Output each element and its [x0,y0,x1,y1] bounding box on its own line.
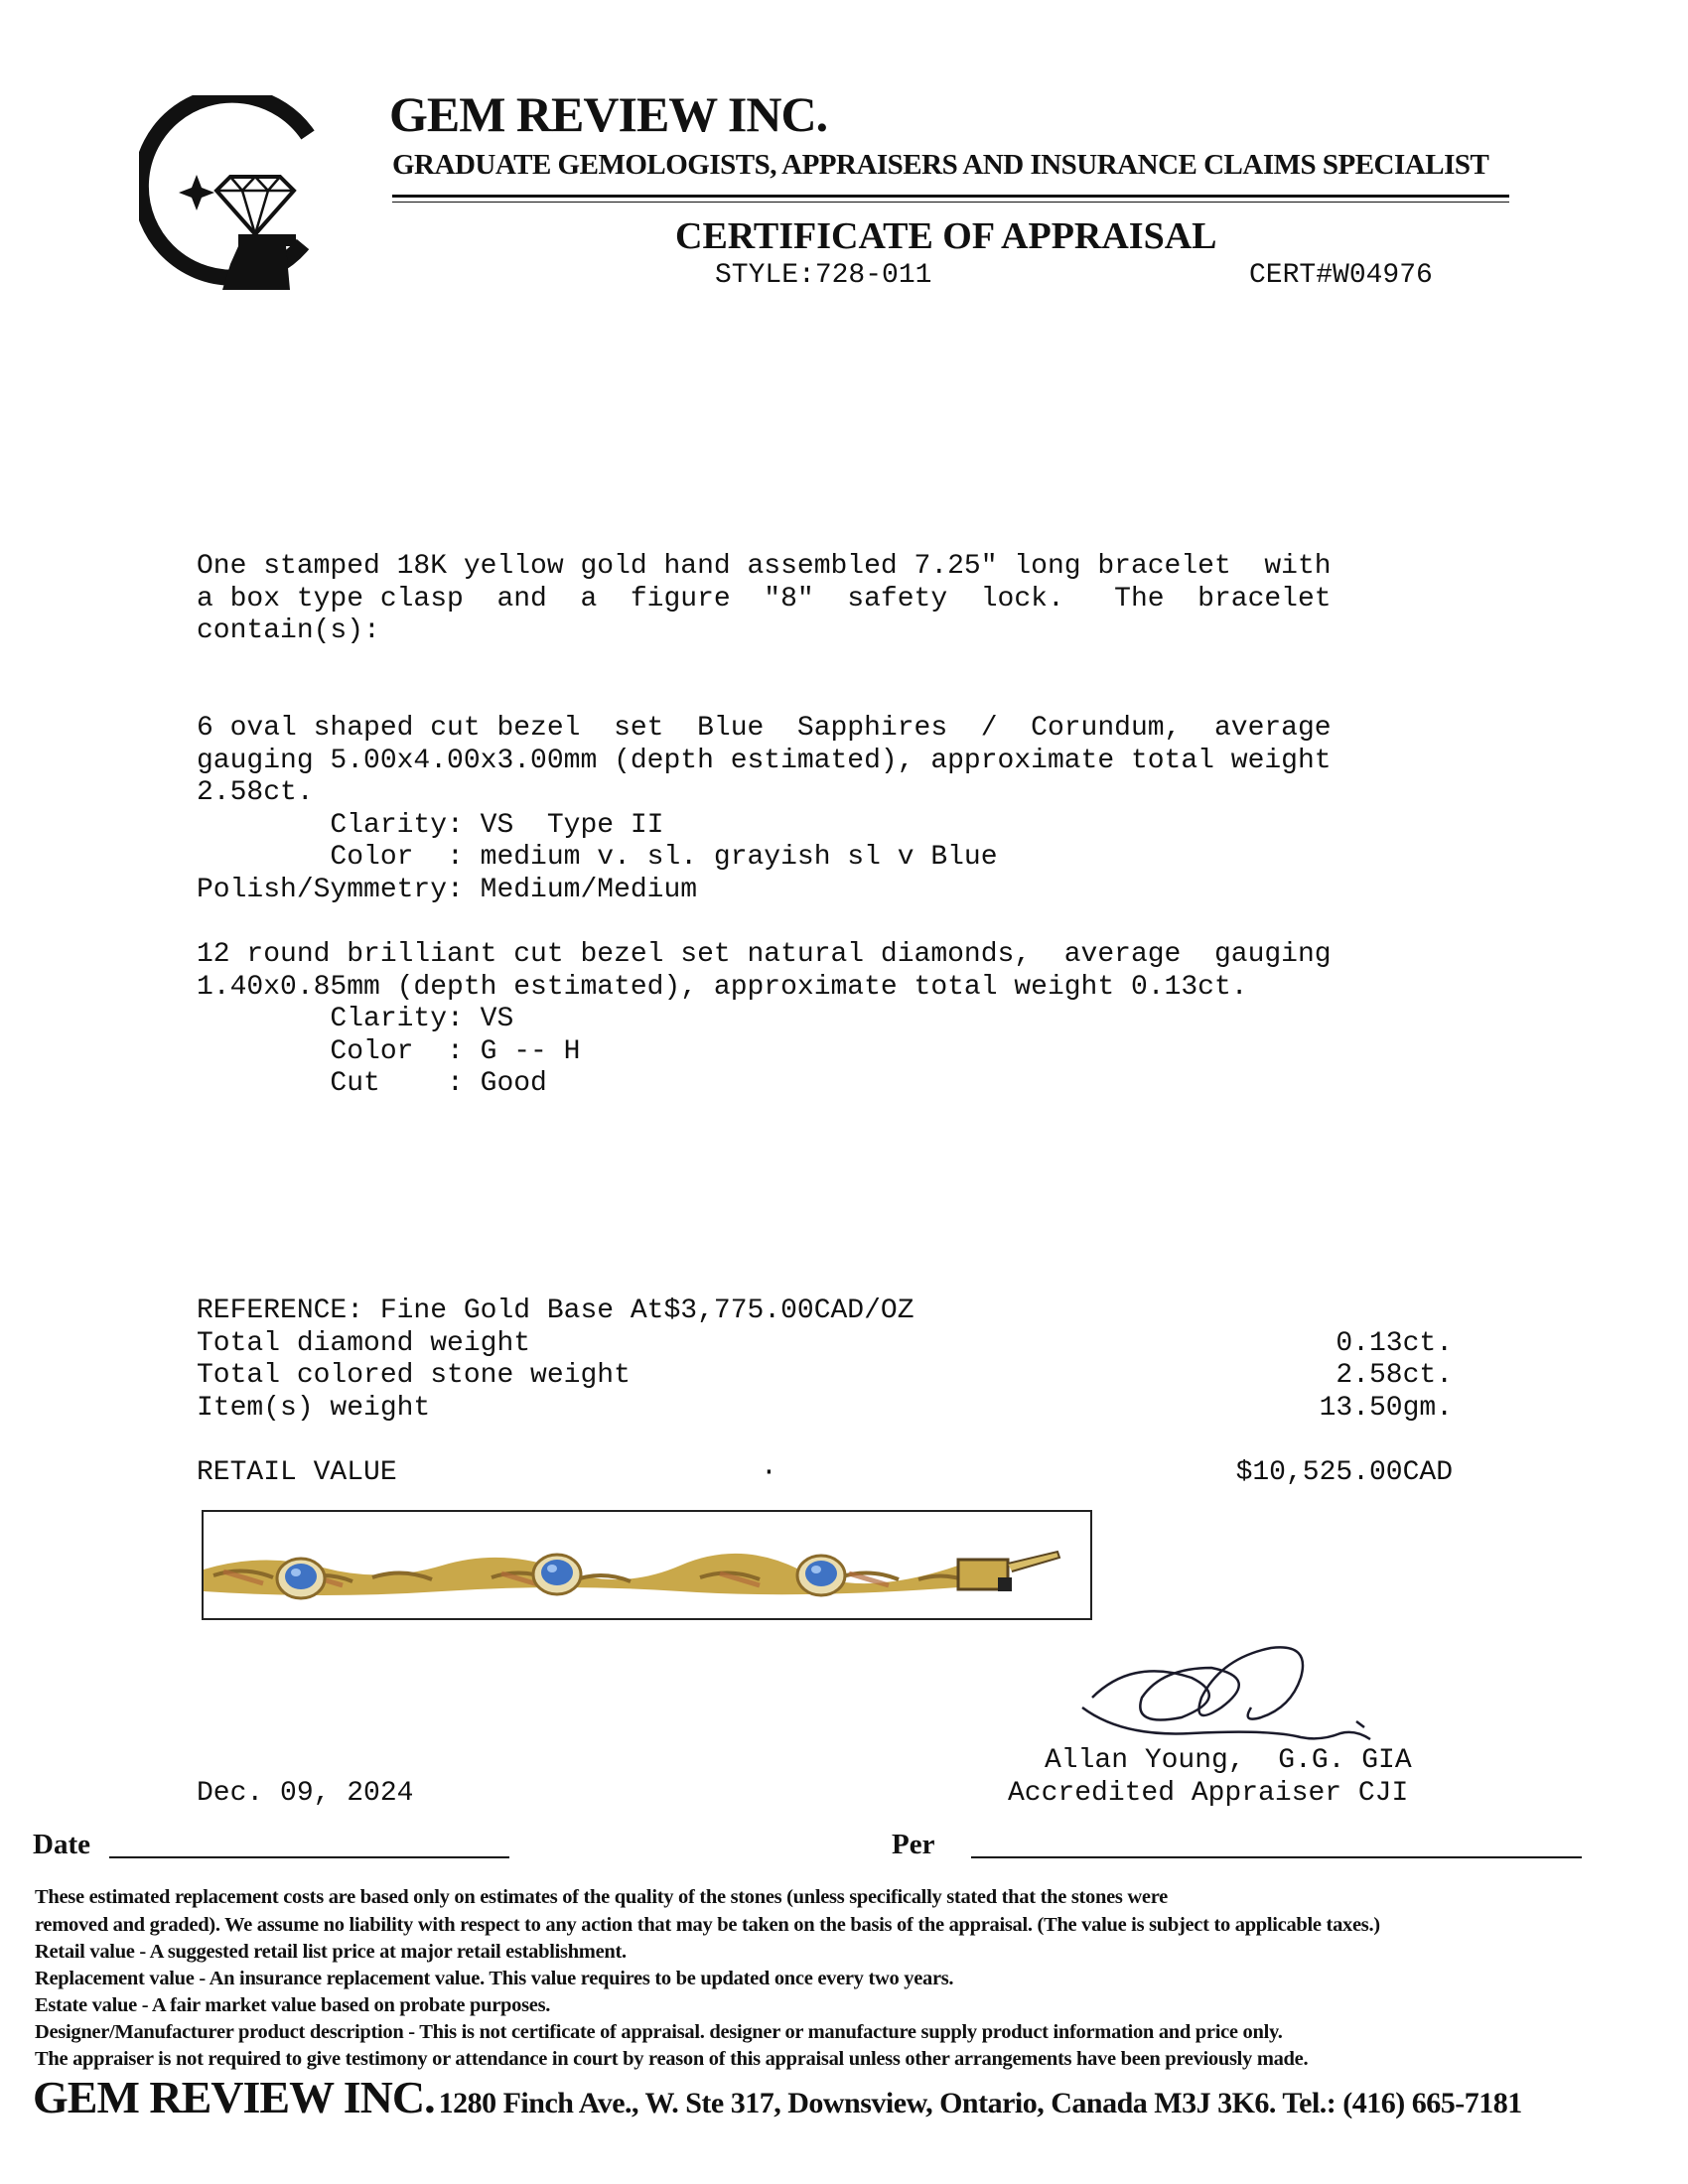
disclaimer-line: These estimated replacement costs are based only on estimates of the quality of the stones (unless specifically stated that the stones were [35,1886,1168,1908]
certificate-number: CERT#W04976 [1249,260,1433,291]
disclaimer-line: Replacement value - An insurance replacement value. This value requires to be updated once every two years. [35,1968,954,1989]
reference-gold-price: REFERENCE: Fine Gold Base At$3,775.00CAD/OZ [197,1296,914,1326]
header-rule-thin [392,202,1509,203]
date-label: Date [33,1829,90,1860]
stray-mark: · [761,1457,777,1488]
total-label: Item(s) weight [197,1393,431,1424]
sparkle-icon [179,175,214,210]
retail-value-row [197,1457,1453,1490]
style-number: STYLE:728-011 [715,260,932,291]
total-row [197,1360,1453,1393]
appraisal-date: Dec. 09, 2024 [197,1778,414,1809]
sapphire-stone [797,1556,845,1595]
diamond-icon [216,177,294,234]
disclaimer-line: Retail value - A suggested retail list price at major retail establishment. [35,1941,627,1963]
per-label: Per [892,1829,935,1860]
total-value: 13.50gm. [1319,1393,1453,1424]
footer-address: 1280 Finch Ave., W. Ste 317, Downsview, Ontario, Canada M3J 3K6. Tel.: (416) 665-7181 [438,2087,1522,2119]
date-signature-line [109,1856,509,1858]
diamond-details: 12 round brilliant cut bezel set natural diamonds, average gauging 1.40x0.85mm (depth estimated), approximate total weight 0.13ct. Clarity: VS Color : G -- H Cut : Good [197,939,1332,1099]
company-name: GEM REVIEW INC. [389,86,828,142]
footer-company-name: GEM REVIEW INC. [33,2072,435,2122]
total-label: Total colored stone weight [197,1360,631,1391]
appraiser-credential: Accredited Appraiser CJI [1008,1778,1409,1809]
bracelet-photo [202,1510,1092,1620]
disclaimer-line: Designer/Manufacturer product description - This is not certificate of appraisal. designer or manufacture supply product information and price only. [35,2021,1283,2043]
appraiser-name: Allan Young, G.G. GIA [1045,1745,1412,1776]
disclaimer-line: Estate value - A fair market value based on probate purposes. [35,1994,551,2016]
company-tagline: GRADUATE GEMOLOGISTS, APPRAISERS AND INSURANCE CLAIMS SPECIALIST [392,149,1489,181]
total-label: Total diamond weight [197,1328,531,1359]
total-row [197,1328,1453,1361]
retail-value-amount: $10,525.00CAD [1235,1457,1453,1488]
disclaimer-line: The appraiser is not required to give testimony or attendance in court by reason of this appraisal unless other arrangements have been previously made. [35,2048,1309,2070]
total-value: 0.13ct. [1336,1328,1453,1359]
sapphire-stone [533,1555,581,1594]
per-signature-line [971,1856,1582,1858]
company-logo [139,95,338,294]
total-row [197,1393,1453,1426]
total-value: 2.58ct. [1336,1360,1453,1391]
footer [33,2071,1522,2123]
item-description: One stamped 18K yellow gold hand assembled 7.25" long bracelet with a box type clasp and a figure "8" safety lock. The bracelet contain(s): [197,551,1332,646]
certificate-title: CERTIFICATE OF APPRAISAL [675,215,1217,257]
sapphire-stone [277,1559,325,1598]
header-rule [392,195,1509,198]
disclaimer-line: removed and graded). We assume no liability with respect to any action that may be taken on the basis of the appraisal. (The value is subject to applicable taxes.) [35,1914,1380,1936]
sapphire-details: 6 oval shaped cut bezel set Blue Sapphires / Corundum, average gauging 5.00x4.00x3.00mm (depth estimated), approximate total weight 2.58ct. Clarity: VS Type II Color : medium v. sl. grayish sl v Blue Polish/Symmetry: Medium/Medium [197,713,1332,905]
retail-value-label: RETAIL VALUE [197,1457,397,1488]
